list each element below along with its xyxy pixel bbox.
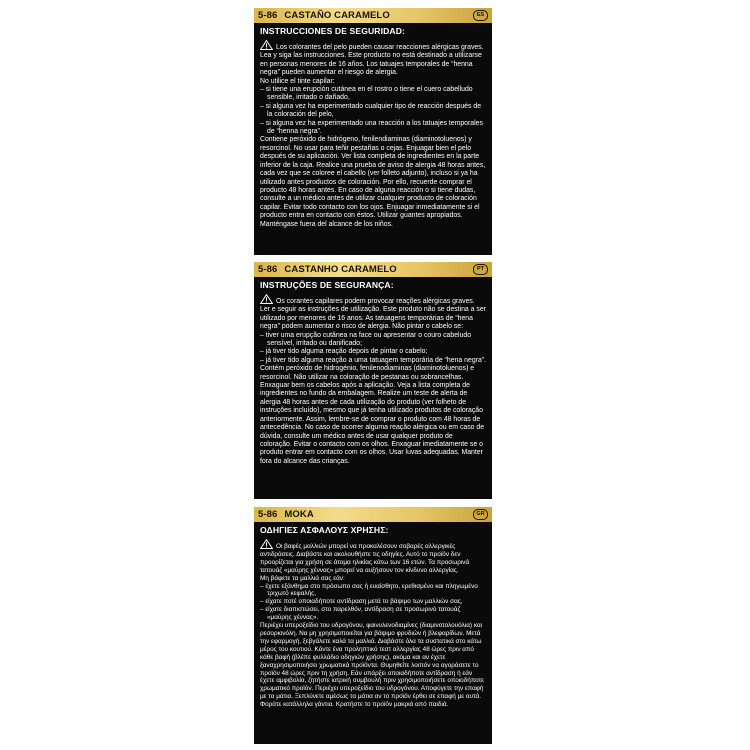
list-item: – si alguna vez ha experimentado cualquier tipo de reacción después de la coloración del pelo, bbox=[260, 102, 482, 119]
list-item: – έχετε εξάνθημα στο πρόσωπο σας ή ευαίσθητο, ερεθισμένο και πληγωμένο τριχωτό κεφαλής, bbox=[260, 582, 478, 598]
intro-text: Οι βαφές μαλλιών μπορεί να προκαλέσουν σοβαρές αλλεργικές αντιδράσεις. Διαβάστε και ακολουθήστε τις οδηγίες. Αυτό το προϊόν δεν προορίζεται για χρήση σε άτομα ηλικίας κάτω των 16 ετών. Τα προσωρινά τατουάζ «μαύρης χέννας» μπορεί να αυξήσουν τον κίνδυνο αλλεργίας. bbox=[260, 543, 470, 574]
panel-heading: INSTRUCCIONES DE SEGURIDAD: bbox=[260, 26, 405, 36]
language-badge: GR bbox=[473, 509, 488, 520]
section-header-gr bbox=[254, 507, 492, 522]
tail-text: Περιέχει υπεροξείδιο του υδρογόνου, φαινυλενοδιαμίνες (διαμινοτολουόλια) και ρεσορκινόλη. Να μη χρησιμοποιείται για βάψιμο φρυδιών ή βλεφαρίδων. Μετά την εφαρμογή, ξεβγάλετε καλά τα μαλλιά. Διαβάστε όλα τα συστατικά στο κάτω μέρος του κουτιού. Κάντε ένα προληπτικό τεστ αλλεργίας 48 ώρες πριν από κάθε βαφή (βλέπε φυλλάδιο οδηγιών χρήσης), ακόμα και αν έχετε ξαναχρησιμοποιήσει χρωματικά προϊόντα. Θυμηθείτε λοιπόν να αγοράσετε το προϊόν 48 ώρες πριν τη χρήση. Εάν υπάρξει οποιαδήποτε αντίδραση ή εάν έχετε αμφιβολία, ζητήστε ιατρική συμβουλή πριν χρησιμοποιήσετε οποιοδήποτε χρωματικό προϊόν. Περιέχει υπεροξείδιο του υδρογόνου. Αποφύγετε την επαφή με τα μάτια. Ξεπλύνετε αμέσως τα μάτια αν το προϊόν έρθει σε επαφή με αυτά. Φοράτε κατάλληλα γάντια. Κρατήστε το προϊόν μακριά από παιδιά. bbox=[260, 622, 484, 709]
shade-code: 5-86 bbox=[258, 509, 278, 520]
list-item: – si tiene una erupción cutánea en el rostro o tiene el cuero cabelludo sensible, irritado o dañado, bbox=[260, 86, 473, 102]
list-item: – já tiver tido alguma reação depois de pintar o cabelo; bbox=[260, 348, 428, 356]
intro-text: Os corantes capilares podem provocar reações alérgicas graves. Ler e seguir as instruções de utilização. Este produto não se destina a ser utilizado por menores de 16 anos. As tatuagens temporárias de “hena negra” podem aumentar o risco de alergia. Não pintar o cabelo se: bbox=[260, 298, 486, 331]
tail-text: Contém peróxido de hidrogénio, fenilenodiaminas (diaminotoluenos) e resorcinol. Não utilizar na coloração de pestanas ou sobrancelhas. Enxaguar bem os cabelos após a aplicação. Veja a lista completa de ingredientes no fundo da embalagem. Realize um teste de alerta de alergia 48 horas antes de cada utilização do produto (ver folheto de instruções incluído), mesmo que já tenha utilizado produtos de coloração anteriormente. Assim, lembre-se de comprar o produto com 48 horas de antecedência. No caso de ocorrer alguma reação alérgica ou em caso de dúvida, consulte um médico antes de usar qualquer produto de coloração. Evitar o contacto com os olhos. Enxaguar imediatamente se o produto entrar em contacto com os olhos. Usar luvas adequadas. Manter fora do alcance das crianças. bbox=[260, 365, 485, 465]
warning-icon bbox=[260, 294, 273, 304]
panel-body bbox=[260, 539, 486, 709]
list-item: – si alguna vez ha experimentado una reacción a los tatuajes temporales de “henna negra”. bbox=[260, 119, 483, 136]
shade-code: 5-86 bbox=[258, 264, 278, 275]
section-header-es bbox=[254, 8, 492, 23]
warning-icon bbox=[260, 539, 273, 549]
language-badge: ES bbox=[473, 10, 488, 21]
panel-body bbox=[260, 40, 486, 229]
warning-icon bbox=[260, 40, 273, 50]
panel-heading: INSTRUÇÕES DE SEGURANÇA: bbox=[260, 280, 394, 290]
language-badge: PT bbox=[473, 264, 488, 275]
list-item: – είχατε διαπιστώσει, στο παρελθόν, αντίδραση σε προσωρινό τατουάζ «μαύρης χέννας». bbox=[260, 606, 461, 622]
safety-panel-es bbox=[254, 23, 492, 255]
intro-text: Los colorantes del pelo pueden causar reacciones alérgicas graves. Lea y siga las instrucciones. Este producto no está destinado a utilizarse en personas menores de 16 años. Los tatuajes temporales de “henna negra” pueden aumentar el riesgo de alergia. bbox=[260, 44, 484, 77]
no-use-text: No utilice el tinte capilar: bbox=[260, 77, 335, 85]
list-item: – tiver uma erupção cutânea na face ou apresentar o couro cabeludo sensível, irritado ou danificado; bbox=[260, 331, 472, 348]
safety-panel-pt bbox=[254, 277, 492, 499]
shade-name: MOKA bbox=[284, 509, 314, 520]
shade-name: CASTAÑO CARAMELO bbox=[284, 10, 390, 21]
shade-code: 5-86 bbox=[258, 10, 278, 21]
section-header-pt bbox=[254, 262, 492, 277]
list-item: – είχατε ποτέ οποιαδήποτε αντίδραση μετά το βάψιμο των μαλλιών σας, bbox=[260, 598, 463, 606]
panel-heading: ΟΔΗΓΙΕΣ ΑΣΦΑΛΟΥΣ ΧΡΗΣΗΣ: bbox=[260, 525, 389, 535]
tail-text: Contiene peróxido de hidrógeno, fenilendiaminas (diaminotoluenos) y resorcinol. No usar para teñir pestañas o cejas. Enjuagar bien el pelo después de su aplicación. Ver lista completa de ingredientes en la parte inferior de la caja. Realice una prueba de aviso de alergia 48 horas antes, cada vez que se coloree el cabello (ver folleto adjunto), incluso si ya ha utilizado antes productos de coloración. Por ello, recuerde comprar el producto 48 horas antes. En caso de alguna reacción o si tiene dudas, consulte a un médico antes de utilizar cualquier producto de coloración capilar. Evitar todo contacto con los ojos. Enjuagar inmediatamente si el producto entra en contacto con éstos. Utilizar guantes apropiados. Manténgase fuera del alcance de los niños. bbox=[260, 136, 486, 228]
list-item: – já tiver tido alguma reação a uma tatuagem temporária de “hena negra”. bbox=[260, 356, 486, 364]
no-use-text: Μη βάφετε τα μαλλιά σας εάν: bbox=[260, 574, 345, 582]
panel-body bbox=[260, 294, 486, 466]
safety-panel-gr bbox=[254, 522, 492, 744]
shade-name: CASTANHO CARAMELO bbox=[284, 264, 397, 275]
